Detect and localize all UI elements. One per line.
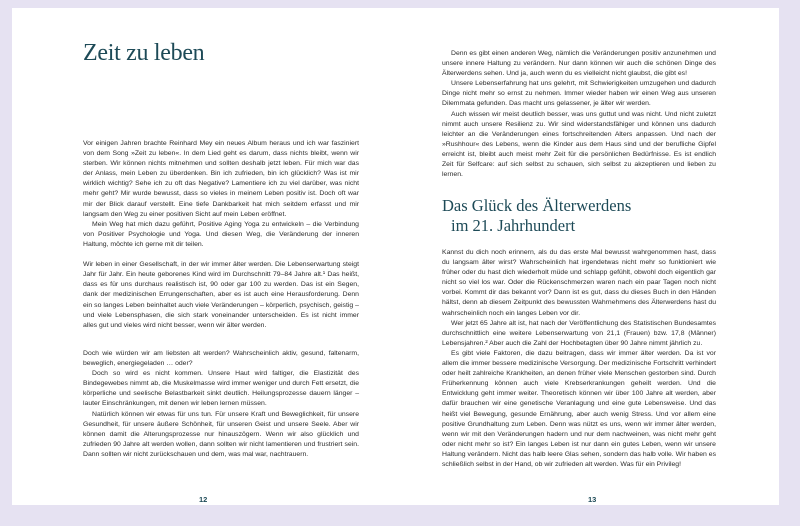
- paragraph: Wir leben in einer Gesellschaft, in der wir immer älter werden. Die Lebenserwartung steigt Jahr für Jahr. Ein heute geborenes Kind wird im Durchschnitt 79–84 Jahre alt.¹ Das heißt, dass es für uns durchaus realistisch ist, 90 oder gar 100 zu werden. Das ist ein Segen, dank der medizinischen Errungenschaften, aber es ist auch eine Herausforderung. Denn ein so langes Leben beinhaltet auch viele Veränderungen – körperlich, psychisch, geistig – und viele Lebensphasen, die sich stark voneinander unterscheiden. Es ist nicht immer alles gut und vieles wird nicht besser, wenn wir älter werden.: [83, 261, 359, 329]
- body-text-bottom: [442, 248, 716, 470]
- paragraph: Unsere Lebenserfahrung hat uns gelehrt, mit Schwierigkeiten umzugehen und dadurch Dinge nicht mehr so ernst zu nehmen. Immer wieder haben wir einen Weg aus unseren Dilemmata gefunden. Das macht uns gelassener, je älter wir werden.: [442, 80, 716, 108]
- right-page: [400, 8, 779, 505]
- paragraph: Es gibt viele Faktoren, die dazu beitragen, dass wir immer älter werden. Da ist vor allem die immer bessere medizinische Versorgung. Der medizinische Fortschritt verhindert oder heilt zahlreiche Krankheiten, an denen früher viele Menschen gestorben sind. Durch Früherkennung können auch viele Krebserkrankungen geheilt werden. Und die Entwicklung geht immer weiter. Theoretisch können wir über 100 Jahre alt werden, aber dafür brauchen wir eine genetische Veranlagung und eine gute Lebensweise. Und das heißt viel Bewegung, gesunde Ernährung, aber auch wenig Stress. Und vor allem eine positive Grundhaltung zum Leben. Denn was nützt es uns, wenn wir immer älter werden, wenn wir mit den Veränderungen hadern und nur dem nachweinen, was nicht mehr geht oder nicht mehr so ist? Ein langes Leben ist nur dann ein gutes Leben, wenn wir unsere Haltung verändern. Nicht das halb leere Glas sehen, sondern das halb volle. Wir haben es schließlich selbst in der Hand, ob wir zufrieden alt werden. Was für ein Privileg!: [442, 349, 716, 468]
- page-number: 12: [199, 495, 208, 504]
- section-heading-line1: Das Glück des Älterwerdens: [442, 196, 632, 215]
- paragraph: Natürlich können wir etwas für uns tun. Für unsere Kraft und Beweglichkeit, für unsere Gesundheit, für unsere äußere Schönheit, für unseren Geist und unsere Seele. Aber wir können damit die Alterungsprozesse nur hinauszögern. Wenn wir also glücklich und zufrieden 90 Jahre alt werden wollen, dann sollten wir nicht lamentieren und frustriert sein. Dann sollten wir nicht zurückschauen und dem, was mal war, nachtrauern.: [83, 410, 359, 458]
- paragraph: Denn es gibt einen anderen Weg, nämlich die Veränderungen positiv anzunehmen und unsere innere Haltung zu verändern. Nur dann können wir auch die schönen Dinge des Älterwerdens sehen. Und ja, auch wenn du es vielleicht nicht glaubst, die gibt es!: [442, 50, 716, 78]
- paragraph: Doch so wird es nicht kommen. Unsere Haut wird faltiger, die Elastizität des Bindegewebes nimmt ab, die Muskelmasse wird immer weniger und durch Fett ersetzt, die körperliche und seelische Belastbarkeit sinkt deutlich. Heilungsprozesse dauern länger – lauter Einschränkungen, mit denen wir leben lernen müssen.: [83, 370, 359, 408]
- left-page: [12, 8, 400, 505]
- paragraph: Doch wie würden wir am liebsten alt werden? Wahrscheinlich aktiv, gesund, faltenarm, beweglich, energiegeladen … oder?: [83, 350, 359, 368]
- body-text-bottom: [83, 349, 359, 460]
- paragraph: Auch wissen wir meist deutlich besser, was uns guttut und was nicht. Und nicht zuletzt nimmt auch unsere Resilienz zu. Wir sind widerstandsfähiger und können uns dadurch leichter an die Veränderungen eines fortschreitenden Alters anpassen. Und nach der »Rushhour« des Lebens, wenn die Kinder aus dem Haus sind und der berufliche Gipfel erreicht ist, bleibt auch meist mehr Zeit für die persönlichen Bedürfnisse. Es ist endlich Zeit für Selfcare: auf sich selbst zu schauen, sich selbst zu akzeptieren und lieben zu lernen.: [442, 110, 716, 179]
- paragraph: Mein Weg hat mich dazu geführt, Positive Aging Yoga zu entwickeln – die Verbindung von Positiver Psychologie und Yoga. Und diesen Weg, die Veränderung der inneren Haltung, möchte ich gerne mit dir teilen.: [83, 220, 359, 248]
- paragraph: Kannst du dich noch erinnern, als du das erste Mal bewusst wahrgenommen hast, dass du langsam älter wirst? Wahrscheinlich hat irgendetwas nicht mehr so funktioniert wie früher oder du hast dich wiederholt müde und schlapp gefühlt, obwohl doch eigentlich gar nicht so viel los war. Oder die Rückenschmerzen waren nach ein paar Tagen noch nicht vorbei. Kommt dir das bekannt vor? Dann ist es gut, dass du dieses Buch in den Händen hältst, denn ab diesem Zeitpunkt des bewussten Wahrnehmens des Älterwerdens hast du wahrscheinlich noch ein langes Leben vor dir.: [442, 249, 716, 317]
- body-text-top: [442, 49, 716, 180]
- section-heading-line2: im 21. Jahrhundert: [451, 216, 576, 235]
- chapter-title: Zeit zu leben: [83, 40, 205, 66]
- body-text-top: [83, 139, 359, 331]
- section-heading: [442, 196, 631, 236]
- paragraph: Vor einigen Jahren brachte Reinhard Mey ein neues Album heraus und ich war fasziniert von dem Song »Zeit zu leben«. In dem Lied geht es darum, dass nichts bleibt, wenn wir sterben. Wir können nichts mitnehmen und sollten deshalb jetzt leben. Für mich war das der Anlass, mein Leben zu überdenken. Bin ich zufrieden, bin ich glücklich? Was ist mir wirklich wichtig? Sehe ich zu oft das Negative? Lamentiere ich zu viel darüber, was nicht mehr geht? Mir wurde bewusst, dass so vieles in meinem Leben positiv ist. Doch oft war mir der Blick darauf verstellt. Eine tiefe Dankbarkeit hat mich seitdem erfasst und mir langsam den Weg zu einer positiven Sicht auf mein Leben eröffnet.: [83, 140, 359, 218]
- paragraph: Wer jetzt 65 Jahre alt ist, hat nach der Veröffentlichung des Statistischen Bundesamtes durchschnittlich eine weitere Lebenserwartung von 21,1 (Frauen) bzw. 17,8 (Männer) Lebensjahren.² Aber auch die Zahl der Hochbetagten über 90 Jahre nimmt jährlich zu.: [442, 319, 716, 347]
- page-number: 13: [588, 495, 597, 504]
